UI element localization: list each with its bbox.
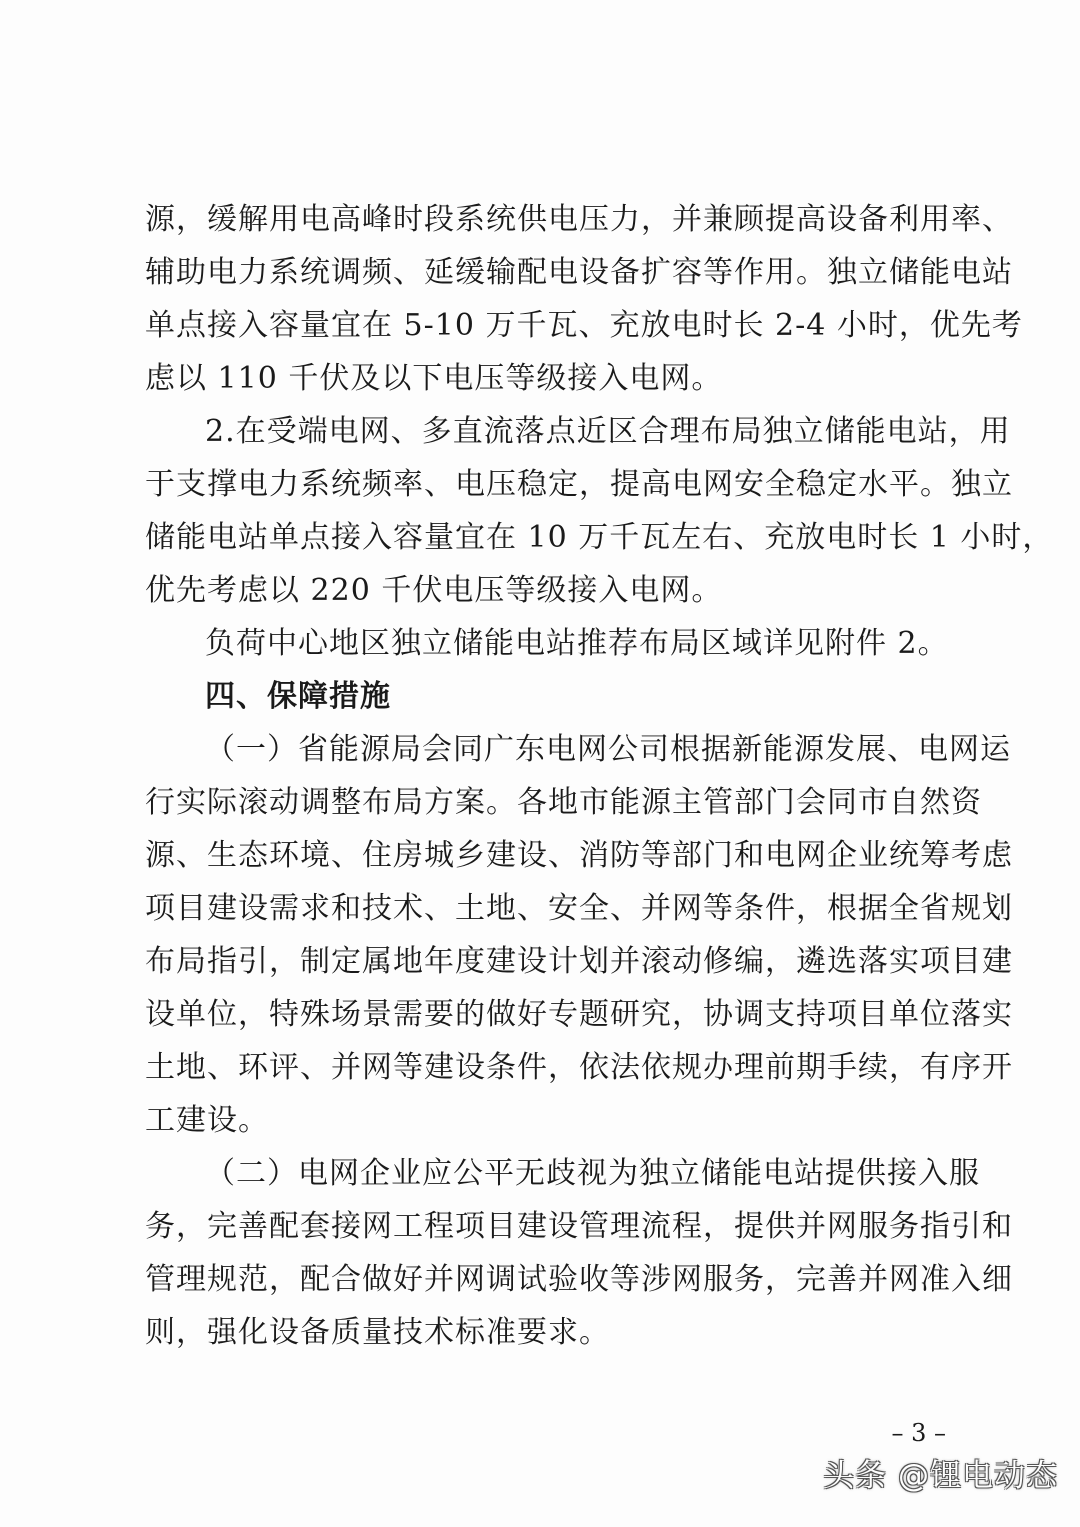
- text-line: 2.在受端电网、多直流落点近区合理布局独立储能电站，用: [205, 414, 1011, 449]
- text-line: 务，完善配套接网工程项目建设管理流程，提供并网服务指引和: [145, 1209, 1013, 1244]
- text-line: 优先考虑以 220 千伏电压等级接入电网。: [145, 573, 723, 608]
- text-line: 项目建设需求和技术、土地、安全、并网等条件，根据全省规划: [145, 891, 1013, 926]
- text-line: 管理规范，配合做好并网调试验收等涉网服务，完善并网准入细: [145, 1262, 1013, 1297]
- text-line: 行实际滚动调整布局方案。各地市能源主管部门会同市自然资: [145, 785, 982, 820]
- page-number: – 3 –: [891, 1419, 946, 1447]
- text-line: 源，缓解用电高峰时段系统供电压力，并兼顾提高设备利用率、: [145, 202, 1013, 237]
- watermark: 头条 @锂电动态: [823, 1458, 1058, 1494]
- text-line: 土地、环评、并网等建设条件，依法依规办理前期手续，有序开: [145, 1050, 1013, 1085]
- text-line: （一）省能源局会同广东电网公司根据新能源发展、电网运: [205, 732, 1011, 767]
- text-line: 辅助电力系统调频、延缓输配电设备扩容等作用。独立储能电站: [145, 255, 1013, 290]
- text-line: 于支撑电力系统频率、电压稳定，提高电网安全稳定水平。独立: [145, 467, 1013, 502]
- text-line: 设单位，特殊场景需要的做好专题研究，协调支持项目单位落实: [145, 997, 1013, 1032]
- text-line: （二）电网企业应公平无歧视为独立储能电站提供接入服: [205, 1156, 980, 1191]
- text-line: 负荷中心地区独立储能电站推荐布局区域详见附件 2。: [205, 626, 949, 661]
- text-line: 源、生态环境、住房城乡建设、消防等部门和电网企业统筹考虑: [145, 838, 1013, 873]
- text-line: 布局指引，制定属地年度建设计划并滚动修编，遴选落实项目建: [145, 944, 1013, 979]
- text-line: 储能电站单点接入容量宜在 10 万千瓦左右、充放电时长 1 小时，: [145, 520, 1054, 555]
- section-heading: 四、保障措施: [205, 679, 391, 714]
- text-line: 虑以 110 千伏及以下电压等级接入电网。: [145, 361, 723, 396]
- text-line: 则，强化设备质量技术标准要求。: [145, 1315, 610, 1350]
- text-line: 工建设。: [145, 1103, 269, 1138]
- text-line: 单点接入容量宜在 5-10 万千瓦、充放电时长 2-4 小时，优先考: [145, 308, 1023, 343]
- document-body: [145, 193, 1054, 1359]
